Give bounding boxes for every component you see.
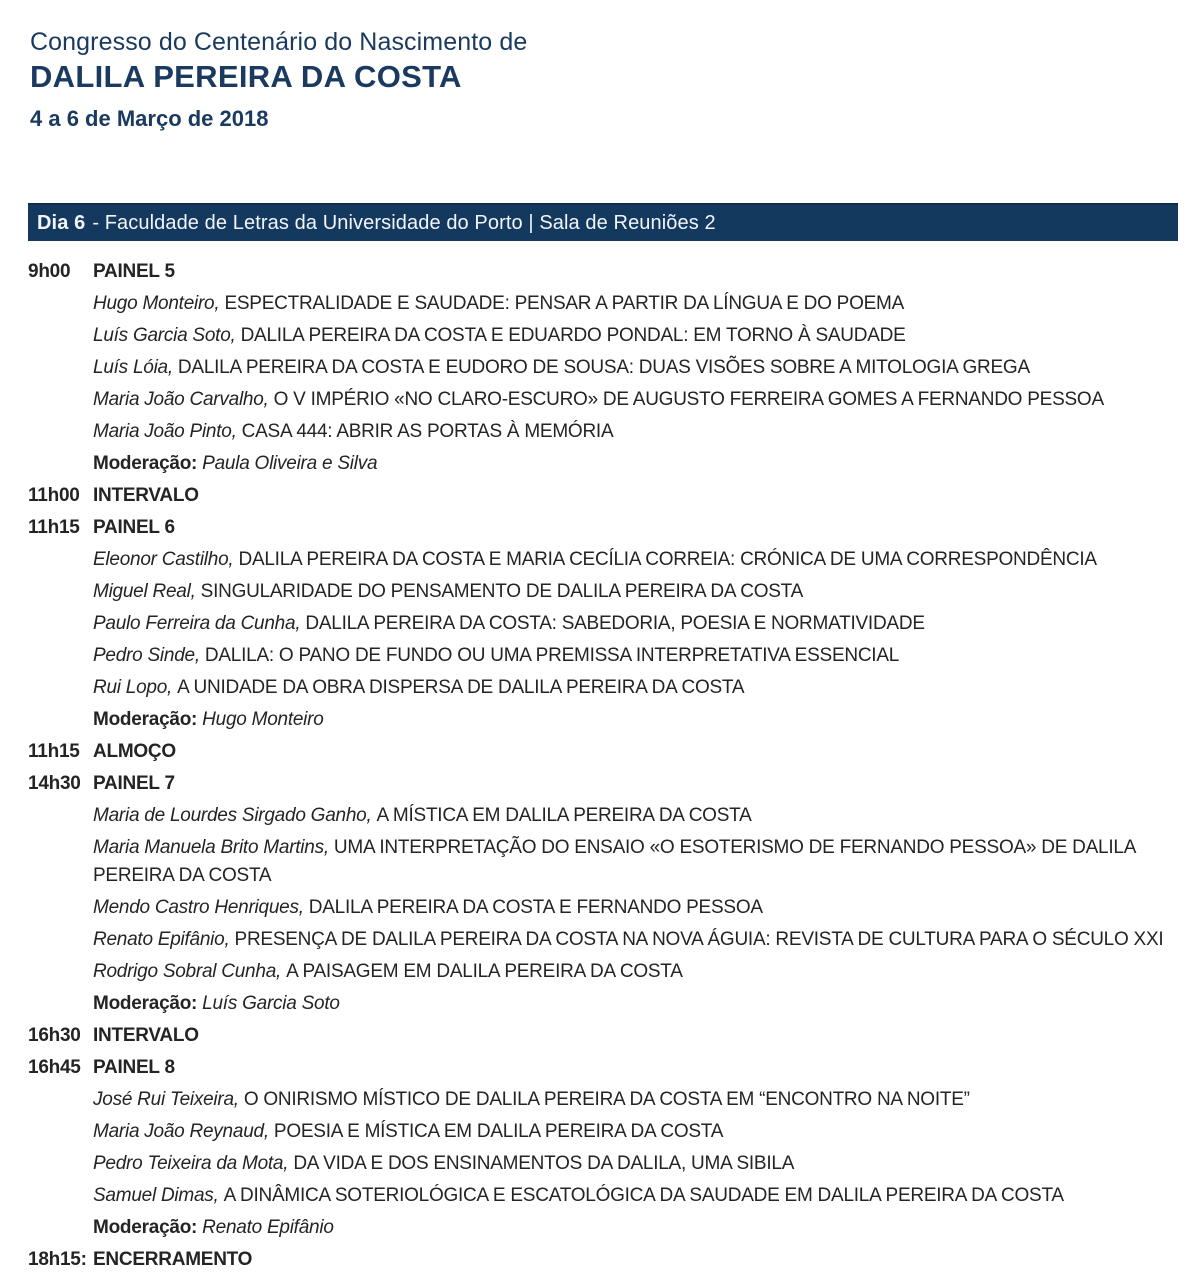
session-title: PAINEL 6 [93, 517, 175, 538]
congress-dates: 4 a 6 de Março de 2018 [30, 106, 269, 131]
session-title: PAINEL 8 [93, 1057, 175, 1078]
session-time: 11h00 [28, 485, 80, 506]
session-time: 16h30 [28, 1025, 81, 1046]
session [28, 514, 1180, 734]
talk-row [93, 386, 1180, 414]
talk-title: DALILA: O PANO DE FUNDO OU UMA PREMISSA INTERPRETATIVA ESSENCIAL [204, 645, 900, 666]
session-title: PAINEL 5 [93, 261, 175, 282]
talk-speaker: Rodrigo Sobral Cunha, [93, 961, 287, 982]
session-header-row [28, 1054, 1180, 1082]
session-title: INTERVALO [93, 1025, 199, 1046]
session-header-row [28, 738, 1180, 766]
talk-speaker: Miguel Real, [93, 581, 201, 602]
talk-title: PRESENÇA DE DALILA PEREIRA DA COSTA NA NOVA ÁGUIA: REVISTA DE CULTURA PARA O SÉCULO XXI [234, 929, 1164, 950]
session-header-row [28, 1022, 1180, 1050]
session-time: 11h15 [28, 517, 80, 538]
talk-speaker: Renato Epifânio, [93, 929, 235, 950]
talk-speaker: Samuel Dimas, [93, 1185, 224, 1206]
talk-title: ESPECTRALIDADE E SAUDADE: PENSAR A PARTIR DA LÍNGUA E DO POEMA [224, 293, 905, 314]
session-title: ALMOÇO [93, 741, 176, 762]
session [28, 1054, 1180, 1242]
talk-row [93, 834, 1180, 890]
congress-title: DALILA PEREIRA DA COSTA [30, 59, 462, 94]
talk-speaker: Luís Lóia, [93, 357, 178, 378]
moderation-row [93, 1214, 1180, 1242]
document-header [0, 0, 1200, 132]
talk-row [93, 802, 1180, 830]
talk-row [93, 1150, 1180, 1178]
day-label: Dia 6 [37, 211, 86, 234]
talk-title: SINGULARIDADE DO PENSAMENTO DE DALILA PEREIRA DA COSTA [200, 581, 804, 602]
talk-row [93, 642, 1180, 670]
session-title: PAINEL 7 [93, 773, 175, 794]
talk-title: CASA 444: ABRIR AS PORTAS À MEMÓRIA [241, 421, 614, 442]
talk-title: UMA INTERPRETAÇÃO DO ENSAIO «O ESOTERISMO DE FERNANDO PESSOA» DE DALILA PEREIRA DA COSTA [93, 837, 1136, 886]
talk-speaker: Pedro Sinde, [93, 645, 205, 666]
talk-title: A MÍSTICA EM DALILA PEREIRA DA COSTA [376, 805, 752, 826]
talk-title: A DINÂMICA SOTERIOLÓGICA E ESCATOLÓGICA DA SAUDADE EM DALILA PEREIRA DA COSTA [223, 1185, 1064, 1206]
talk-speaker: Luís Garcia Soto, [93, 325, 241, 346]
talk-speaker: Pedro Teixeira da Mota, [93, 1153, 294, 1174]
talk-row [93, 546, 1180, 574]
session-title: INTERVALO [93, 485, 199, 506]
talk-speaker: Maria João Carvalho, [93, 389, 274, 410]
congress-pretitle: Congresso do Centenário do Nascimento de [30, 28, 528, 56]
talk-title: DALILA PEREIRA DA COSTA E EUDORO DE SOUSA: DUAS VISÕES SOBRE A MITOLOGIA GREGA [177, 357, 1030, 378]
day-header-bar [28, 203, 1178, 241]
session-time: 11h15 [28, 741, 80, 762]
moderation-name: Hugo Monteiro [202, 709, 324, 730]
session [28, 770, 1180, 1018]
talk-speaker: Maria Manuela Brito Martins, [93, 837, 334, 858]
talk-title: O ONIRISMO MÍSTICO DE DALILA PEREIRA DA COSTA EM “ENCONTRO NA NOITE” [243, 1089, 970, 1110]
talk-title: A UNIDADE DA OBRA DISPERSA DE DALILA PEREIRA DA COSTA [177, 677, 745, 698]
session-header-row [28, 770, 1180, 798]
talk-row [93, 958, 1180, 986]
moderation-label: Moderação: [93, 453, 203, 474]
day-location: - Faculdade de Letras da Universidade do Porto | Sala de Reuniões 2 [92, 211, 716, 234]
moderation-row [93, 450, 1180, 478]
talk-speaker: Mendo Castro Henriques, [93, 897, 309, 918]
talk-row [93, 354, 1180, 382]
moderation-name: Paula Oliveira e Silva [202, 453, 378, 474]
session-time: 9h00 [28, 261, 71, 282]
session [28, 1246, 1180, 1274]
talk-speaker: Paulo Ferreira da Cunha, [93, 613, 306, 634]
moderation-label: Moderação: [93, 709, 203, 730]
talk-speaker: José Rui Teixeira, [93, 1089, 244, 1110]
talk-speaker: Eleonor Castilho, [93, 549, 239, 570]
talk-title: DALILA PEREIRA DA COSTA: SABEDORIA, POESIA E NORMATIVIDADE [305, 613, 925, 634]
talk-row [93, 894, 1180, 922]
talk-row [93, 610, 1180, 638]
talk-title: POESIA E MÍSTICA EM DALILA PEREIRA DA COSTA [273, 1121, 724, 1142]
session-time: 18h15: [28, 1249, 87, 1270]
session [28, 482, 1180, 510]
moderation-name: Renato Epifânio [202, 1217, 334, 1238]
talk-speaker: Maria João Pinto, [93, 421, 242, 442]
session-title: ENCERRAMENTO [93, 1249, 253, 1270]
session-header-row [28, 1246, 1180, 1274]
talk-speaker: Maria João Reynaud, [93, 1121, 274, 1142]
talk-speaker: Hugo Monteiro, [93, 293, 225, 314]
talk-row [93, 926, 1180, 954]
talk-row [93, 1086, 1180, 1114]
talk-row [93, 674, 1180, 702]
talk-speaker: Maria de Lourdes Sirgado Ganho, [93, 805, 377, 826]
talk-title: DALILA PEREIRA DA COSTA E MARIA CECÍLIA CORREIA: CRÓNICA DE UMA CORRESPONDÊNCIA [238, 549, 1097, 570]
session [28, 258, 1180, 478]
talk-row [93, 418, 1180, 446]
moderation-label: Moderação: [93, 993, 203, 1014]
session [28, 738, 1180, 766]
talk-title: O V IMPÉRIO «NO CLARO-ESCURO» DE AUGUSTO FERREIRA GOMES A FERNANDO PESSOA [273, 389, 1104, 410]
session-header-row [28, 514, 1180, 542]
talk-row [93, 578, 1180, 606]
session [28, 1022, 1180, 1050]
talk-row [93, 322, 1180, 350]
talk-row [93, 290, 1180, 318]
talk-title: DA VIDA E DOS ENSINAMENTOS DA DALILA, UMA SIBILA [293, 1153, 795, 1174]
session-header-row [28, 258, 1180, 286]
session-time: 16h45 [28, 1057, 81, 1078]
talk-title: A PAISAGEM EM DALILA PEREIRA DA COSTA [286, 961, 683, 982]
talk-speaker: Rui Lopo, [93, 677, 178, 698]
talk-row [93, 1182, 1180, 1210]
session-time: 14h30 [28, 773, 81, 794]
moderation-row [93, 706, 1180, 734]
talk-title: DALILA PEREIRA DA COSTA E EDUARDO PONDAL: EM TORNO À SAUDADE [240, 325, 906, 346]
moderation-label: Moderação: [93, 1217, 203, 1238]
moderation-name: Luís Garcia Soto [202, 993, 340, 1014]
session-header-row [28, 482, 1180, 510]
schedule [0, 258, 1200, 1274]
talk-row [93, 1118, 1180, 1146]
moderation-row [93, 990, 1180, 1018]
talk-title: DALILA PEREIRA DA COSTA E FERNANDO PESSOA [308, 897, 763, 918]
